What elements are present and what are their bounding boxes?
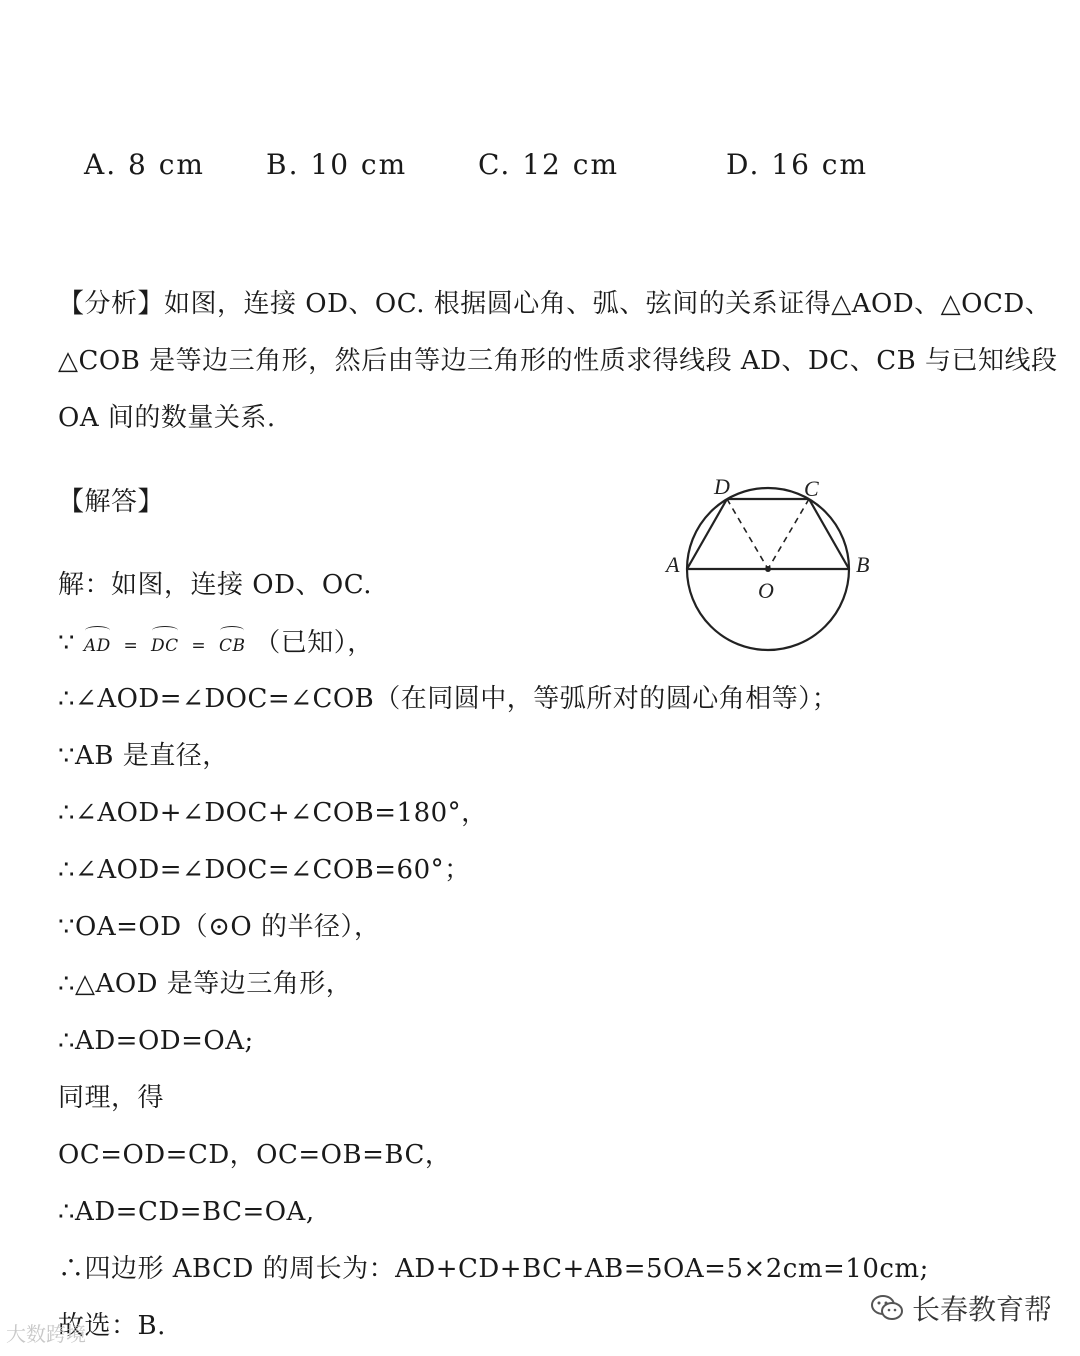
account-brand	[870, 1288, 1052, 1328]
answer-heading: 【解答】	[58, 487, 165, 517]
solution-line-6: ∴∠AOD=∠DOC=∠COB=60°；	[58, 855, 471, 885]
equals-sign: =	[191, 636, 207, 656]
solution-intro: 解：如图，连接 OD、OC.	[58, 570, 372, 600]
chord-ad	[687, 499, 727, 569]
equals-sign: =	[123, 636, 139, 656]
solution-line-5: ∴∠AOD+∠DOC+∠COB=180°，	[58, 798, 488, 828]
analysis-line-3: OA 间的数量关系.	[58, 403, 276, 433]
label-d: D	[714, 474, 730, 499]
source-watermark	[6, 1318, 86, 1347]
arc-cb: CB	[219, 626, 246, 662]
solution-arc-equality	[58, 626, 374, 662]
label-o: O	[758, 578, 774, 603]
solution-line-4: ∵AB 是直径，	[58, 741, 229, 771]
solution-line-7: ∵OA=OD（⊙O 的半径），	[58, 912, 381, 942]
solution-line-10: 同理，得	[58, 1083, 165, 1113]
watermark-text: 大数跨境	[6, 1322, 86, 1346]
arc-dc: DC	[151, 626, 179, 662]
radius-od-dashed	[727, 499, 768, 569]
solution-line-3: ∴∠AOD=∠DOC=∠COB（在同圆中，等弧所对的圆心角相等）；	[58, 684, 839, 714]
center-point-o	[765, 566, 771, 572]
solution-line-11: OC=OD=CD，OC=OB=BC，	[58, 1140, 452, 1170]
label-a: A	[666, 552, 680, 577]
arc-ad: AD	[84, 626, 111, 662]
solution-line-13: ∴四边形 ABCD 的周长为：AD+CD+BC+AB=5OA=5×2cm=10cm;	[58, 1254, 929, 1284]
brand-name: 长春教育帮	[912, 1293, 1053, 1326]
choice-c: C. 12 cm	[478, 148, 619, 181]
chord-cb	[809, 499, 849, 569]
circle-geometry-figure	[660, 470, 890, 660]
radius-oc-dashed	[768, 499, 809, 569]
analysis-line-2: △COB 是等边三角形，然后由等边三角形的性质求得线段 AD、DC、CB 与已知线段	[58, 346, 1058, 376]
solution-line-12: ∴AD=CD=BC=OA,	[58, 1197, 315, 1227]
wechat-icon	[870, 1293, 904, 1323]
label-c: C	[804, 476, 819, 501]
choice-b: B. 10 cm	[266, 148, 408, 181]
solution-line-9: ∴AD=OD=OA;	[58, 1026, 254, 1056]
label-b: B	[856, 552, 870, 577]
choice-d: D. 16 cm	[726, 148, 869, 181]
given-note: （已知），	[254, 628, 374, 658]
choice-a: A. 8 cm	[84, 148, 205, 181]
solution-line-8: ∴△AOD 是等边三角形，	[58, 969, 353, 999]
analysis-line-1: 【分析】如图，连接 OD、OC. 根据圆心角、弧、弦间的关系证得△AOD、△OCD、	[58, 289, 1052, 319]
because-symbol: ∵	[58, 628, 76, 658]
solution-line-14: 故选：B.	[58, 1311, 166, 1341]
